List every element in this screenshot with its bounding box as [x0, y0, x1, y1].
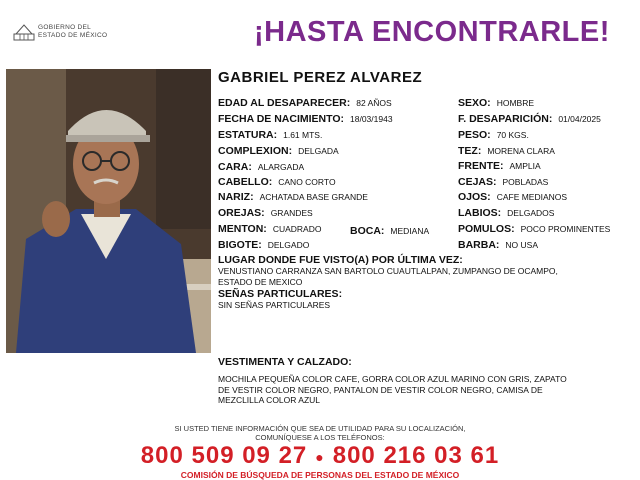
field-cara	[218, 160, 304, 173]
clothing-section	[218, 356, 628, 406]
field-bigote	[218, 238, 309, 251]
field-label: FRENTE:	[458, 160, 504, 172]
person-photo	[6, 69, 211, 353]
field-label: BARBA:	[458, 239, 500, 251]
field-value: GRANDES	[270, 208, 313, 218]
commission-name: COMISIÓN DE BÚSQUEDA DE PERSONAS DEL ESTADO DE MÉXICO	[180, 470, 460, 480]
field-fecha-nacimiento	[218, 112, 393, 125]
field-label: FECHA DE NACIMIENTO:	[218, 113, 344, 125]
field-value: NO USA	[505, 240, 539, 250]
field-value: ALARGADA	[257, 162, 305, 172]
field-label: TEZ:	[458, 145, 482, 157]
field-label: POMULOS:	[458, 223, 515, 235]
last-seen-section	[218, 254, 628, 287]
field-value: 82 AÑOS	[356, 98, 392, 108]
field-cabello	[218, 175, 336, 188]
field-value: DELGADOS	[507, 208, 555, 218]
field-label: OJOS:	[458, 191, 491, 203]
field-value: 18/03/1943	[350, 114, 393, 124]
field-menton	[218, 222, 321, 235]
phone-numbers	[0, 442, 640, 470]
field-value: MORENA CLARA	[487, 146, 555, 156]
field-label: COMPLEXION:	[218, 145, 293, 157]
field-edad	[218, 96, 392, 109]
field-label: MENTON:	[218, 223, 267, 235]
field-value: MEDIANA	[390, 226, 430, 236]
field-barba	[458, 238, 538, 251]
field-value: ACHATADA BASE GRANDE	[259, 192, 368, 202]
last-seen-label: LUGAR DONDE FUE VISTO(A) POR ÚLTIMA VEZ:	[218, 254, 463, 266]
field-value: CANO CORTO	[278, 177, 336, 187]
field-peso	[458, 128, 529, 141]
government-emblem-icon	[12, 22, 36, 42]
field-label: BOCA:	[350, 225, 385, 237]
field-value: CAFE MEDIANOS	[496, 192, 568, 202]
field-label: BIGOTE:	[218, 239, 262, 251]
field-value: 1.61 MTS.	[283, 130, 323, 140]
field-value: 70 KGS.	[496, 130, 529, 140]
last-seen-line-1: VENUSTIANO CARRANZA SAN BARTOLO CUAUTLALPAN, ZUMPANGO DE OCAMPO,	[218, 266, 558, 276]
field-frente	[458, 159, 541, 172]
marks-section	[218, 288, 628, 311]
clothing-line-3: MEZCLILLA COLOR AZUL	[218, 395, 321, 405]
field-value: HOMBRE	[496, 98, 534, 108]
last-seen-line-2: ESTADO DE MEXICO	[218, 276, 303, 287]
field-label: F. DESAPARICIÓN:	[458, 113, 553, 125]
marks-label: SEÑAS PARTICULARES:	[218, 288, 343, 300]
field-value: DELGADO	[267, 240, 310, 250]
field-ojos	[458, 190, 567, 203]
field-value: AMPLIA	[509, 161, 541, 171]
headline: ¡HASTA ENCONTRARLE!	[254, 16, 610, 48]
clothing-line-1: MOCHILA PEQUEÑA COLOR CAFE, GORRA COLOR AZUL MARINO CON GRIS, ZAPATO	[218, 374, 567, 384]
field-nariz	[218, 190, 368, 203]
field-fecha-desaparicion	[458, 112, 601, 125]
info-line-1: SI USTED TIENE INFORMACIÓN QUE SEA DE UTILIDAD PARA SU LOCALIZACIÓN,	[174, 424, 466, 433]
field-tez	[458, 144, 555, 157]
field-orejas	[218, 206, 313, 219]
field-sexo	[458, 96, 534, 109]
field-cejas	[458, 175, 548, 188]
phone-number-1[interactable]: 800 509 09 27	[140, 442, 308, 469]
field-value: DELGADA	[298, 146, 339, 156]
field-label: EDAD AL DESAPARECER:	[218, 97, 351, 109]
field-label: OREJAS:	[218, 207, 265, 219]
field-label: SEXO:	[458, 97, 491, 109]
field-estatura	[218, 128, 322, 141]
field-label: CEJAS:	[458, 176, 497, 188]
government-logo-text	[38, 24, 107, 40]
field-label: LABIOS:	[458, 207, 502, 219]
phone-number-2[interactable]: 800 216 03 61	[332, 442, 500, 469]
field-label: NARIZ:	[218, 191, 254, 203]
clothing-line-2: DE VESTIR COLOR NEGRO, PANTALON DE VESTIR COLOR NEGRO, CAMISA DE	[218, 384, 543, 395]
field-label: ESTATURA:	[218, 129, 278, 141]
person-name: GABRIEL PEREZ ALVAREZ	[218, 69, 423, 86]
field-labios	[458, 206, 554, 219]
field-value: CUADRADO	[272, 224, 322, 234]
field-boca	[350, 224, 429, 237]
field-value: POCO PROMINENTES	[520, 224, 611, 234]
separator-dot-icon: ●	[315, 448, 325, 465]
field-value: 01/04/2025	[558, 114, 601, 124]
field-label: PESO:	[458, 129, 491, 141]
field-complexion	[218, 144, 339, 157]
marks-value: SIN SEÑAS PARTICULARES	[218, 300, 331, 310]
field-label: CABELLO:	[218, 176, 273, 188]
gov-line-1: GOBIERNO DEL	[38, 24, 92, 31]
field-pomulos	[458, 222, 610, 235]
clothing-label: VESTIMENTA Y CALZADO:	[218, 356, 352, 368]
field-label: CARA:	[218, 161, 252, 173]
field-value: POBLADAS	[502, 177, 549, 187]
info-line-2: COMUNÍQUESE A LOS TELÉFONOS:	[255, 433, 385, 442]
gov-line-2: ESTADO DE MÉXICO	[38, 32, 108, 39]
